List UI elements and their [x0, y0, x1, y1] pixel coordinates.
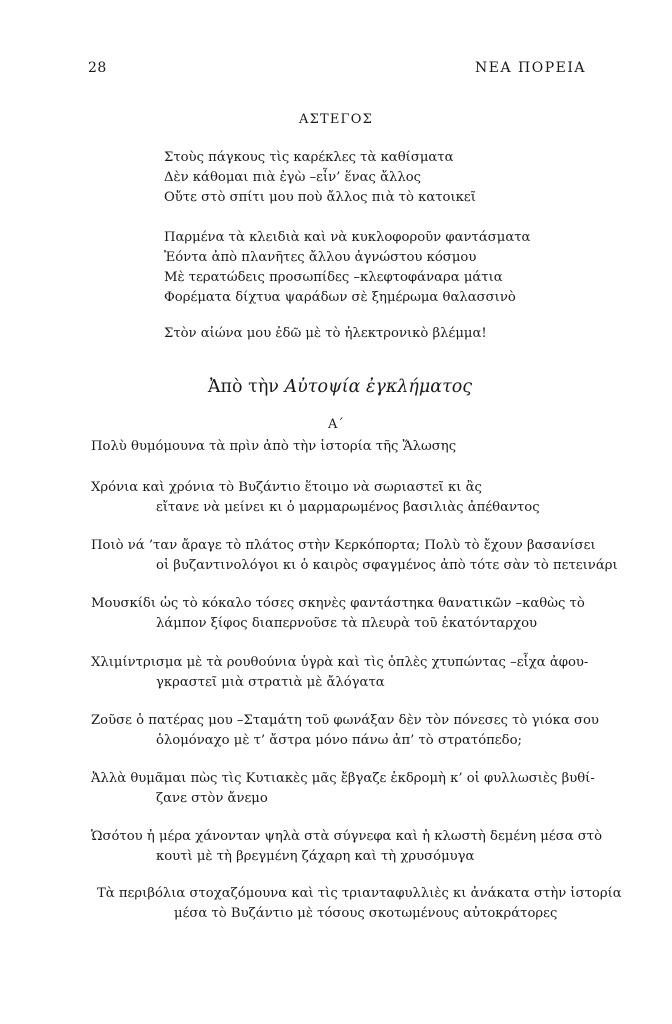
paragraph-line: Τὰ περιβόλια στοχαζόμουνα καὶ τὶς τριανταφυλλιὲς κι ἀνάκατα στὴν ἱστορία: [97, 886, 622, 901]
section-title-italic: Αὐτοψία ἐγκλήματος: [284, 377, 473, 397]
prose-paragraph-4: [91, 594, 585, 634]
poem-line: Οὔτε στὸ σπίτι μου ποὺ ἄλλος πιὰ τὸ κατοικεῖ: [164, 190, 476, 205]
page-number: 28: [88, 60, 107, 76]
paragraph-line: εἴτανε νὰ μείνει κι ὁ μαρμαρωμένος βασιλιὰς ἀπέθαντος: [156, 500, 540, 515]
paragraph-line: λάμπον ξίφος διαπερνοῦσε τὰ πλευρὰ τοῦ ἑκατόνταρχου: [156, 616, 538, 631]
prose-paragraph-9: [97, 884, 622, 924]
prose-paragraph-8: [91, 827, 602, 867]
section-letter: Α΄: [328, 417, 344, 432]
prose-paragraph-1: [91, 437, 456, 457]
prose-paragraph-2: [91, 478, 540, 518]
section-title: [0, 377, 672, 397]
paragraph-line: Χλιμίντρισμα μὲ τὰ ρουθούνια ὑγρὰ καὶ τὶς ὁπλὲς χτυπώντας –εἶχα ἀφου-: [91, 655, 589, 670]
poem-line: Ἐόντα ἀπὸ πλανῆτες ἄλλου ἀγνώστου κόσμου: [164, 250, 477, 265]
paragraph-line: ὁλομόναχο μὲ τ’ ἄστρα μόνο πάνω ἀπ’ τὸ στρατόπεδο;: [156, 733, 522, 748]
poem-stanza-3: [164, 324, 487, 344]
poem-line: Φορέματα δίχτυα ψαράδων σὲ ξημέρωμα θαλασσινὸ: [164, 290, 516, 305]
poem-line: Μὲ τερατώδεις προσωπίδες –κλεφτοφάναρα μάτια: [164, 270, 503, 285]
paragraph-line: ζανε στὸν ἄνεμο: [156, 791, 268, 806]
poem-line: Στὸν αἰώνα μου ἐδῶ μὲ τὸ ἠλεκτρονικὸ βλέμμα!: [164, 326, 487, 341]
paragraph-line: Ὡσότου ἡ μέρα χάνονταν ψηλὰ στὰ σύγνεφα καὶ ἡ κλωστὴ δεμένη μέσα στὸ: [91, 829, 603, 844]
paragraph-line: κουτὶ μὲ τὴ βρεγμένη ζάχαρη καὶ τὴ χρυσόμυγα: [156, 849, 475, 864]
paragraph-line: Ποιὸ νά ’ταν ἄραγε τὸ πλάτος στὴν Κερκόπορτα; Πολὺ τὸ ἔχουν βασανίσει: [91, 538, 596, 553]
prose-paragraph-3: [91, 536, 618, 576]
paragraph-line: Ζοῦσε ὁ πατέρας μου –Σταμάτη τοῦ φωνάξαν δὲν τὸν πόνεσες τὸ γιόκα σου: [91, 713, 599, 728]
paragraph-line: Μουσκίδι ὡς τὸ κόκαλο τόσες σκηνὲς φαντάστηκα θανατικῶν –καθὼς τὸ: [91, 596, 585, 611]
poem-stanza-1: [164, 148, 476, 208]
section-title-prefix: Ἀπὸ τὴν: [207, 377, 285, 397]
prose-paragraph-6: [91, 711, 599, 751]
poem-line: Παρμένα τὰ κλειδιὰ καὶ νὰ κυκλοφοροῦν φαντάσματα: [164, 230, 531, 245]
paragraph-line: Χρόνια καὶ χρόνια τὸ Βυζάντιο ἕτοιμο νὰ σωριαστεῖ κι ἂς: [91, 480, 482, 495]
prose-paragraph-7: [91, 769, 595, 809]
poem-title: ΑΣΤΕΓΟΣ: [298, 112, 373, 127]
poem-line: Δὲν κάθομαι πιὰ ἐγὼ –εἶν’ ἕνας ἄλλος: [164, 170, 422, 185]
paragraph-line: μέσα τὸ Βυζάντιο μὲ τόσους σκοτωμένους αὐτοκράτορες: [174, 906, 558, 921]
prose-paragraph-5: [91, 653, 588, 693]
paragraph-line: Ἀλλὰ θυμᾶμαι πὼς τὶς Κυτιακὲς μᾶς ἔβγαζε ἐκδρομὴ κ’ οἱ φυλλωσιὲς βυθί-: [91, 771, 595, 786]
journal-title: ΝΕΑ ΠΟΡΕΙΑ: [475, 60, 586, 76]
poem-stanza-2: [164, 228, 530, 308]
paragraph-line: γκραστεῖ μιὰ στρατιὰ μὲ ἄλόγατα: [156, 675, 385, 690]
paragraph-line: Πολὺ θυμόμουνα τὰ πρὶν ἀπὸ τὴν ἱστορία τῆς Ἅλωσης: [91, 439, 457, 454]
paragraph-line: οἱ βυζαντινολόγοι κι ὁ καιρὸς σφαγμένος ἀπὸ τότε σὰν τὸ πετεινάρι: [156, 558, 618, 573]
poem-line: Στοὺς πάγκους τὶς καρέκλες τὰ καθίσματα: [164, 150, 454, 165]
